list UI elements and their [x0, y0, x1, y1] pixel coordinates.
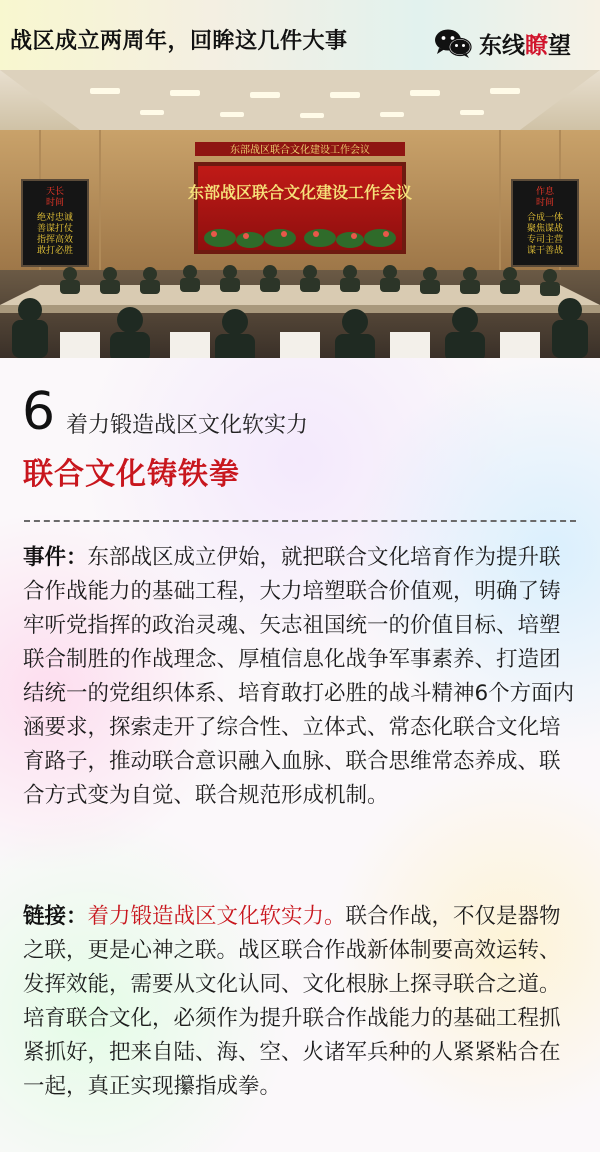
link-paragraph [23, 900, 579, 1104]
logo-text-part2: 瞭 [525, 31, 548, 59]
section-subtitle: 着力锻造战区文化软实力 [66, 413, 309, 438]
photo-screen-left-line1: 天长 [45, 187, 65, 197]
account-logo[interactable] [433, 26, 571, 60]
photo-screen-left-line5: 指挥高效 [36, 235, 74, 245]
photo-top-banner-text: 东部战区联合文化建设工作会议 [230, 145, 370, 156]
event-label: 事件： [23, 545, 88, 570]
header-bar [0, 0, 600, 70]
link-label: 链接： [23, 904, 88, 929]
link-text: 联合作战，不仅是器物之联，更是心神之联。战区联合作战新体制要高效运转、发挥效能，需要从文化认同、文化根脉上探寻联合之道。培育联合文化，必须作为提升联合作战能力的基础工程抓紧抓好，把来自陆、海、空、火诸军兵种的人紧紧粘合在一起，真正实现攥指成拳。 [23, 904, 561, 1099]
conference-photo [0, 70, 600, 358]
photo-screen-right-line5: 专司主营 [526, 235, 564, 245]
wechat-icon [433, 27, 473, 59]
link-highlight: 着力锻造战区文化软实力。 [87, 904, 346, 929]
event-text: 东部战区成立伊始，就把联合文化培育作为提升联合作战能力的基础工程，大力培塑联合价值观，明确了铸牢听党指挥的政治灵魂、矢志祖国统一的价值目标、培塑联合制胜的作战理念、厚植信息化战争军事素养、打造团结统一的党组织体系、培育敢打必胜的战斗精神6个方面内涵要求，探索走开了综合性、立体式、常态化联合文化培育路子，推动联合意识融入血脉、联合思维常态养成、联合方式变为自觉、联合规范形成机制。 [23, 545, 575, 808]
photo-screen-right-line4: 聚焦谋战 [526, 224, 564, 234]
conference-photo-illustration [0, 70, 600, 358]
section-title: 联合文化铸铁拳 [23, 457, 240, 492]
event-paragraph [23, 541, 579, 813]
photo-screen-left-line4: 善谋打仗 [36, 224, 74, 234]
page-title: 战区成立两周年，回眸这几件大事 [10, 29, 348, 54]
logo-text-part3: 望 [548, 32, 571, 59]
photo-screen-right-line1: 作息 [535, 187, 555, 197]
photo-screen-right-line2: 时间 [535, 198, 555, 208]
photo-screen-right-line3: 合成一体 [526, 213, 564, 223]
dashed-divider [24, 520, 576, 522]
section-number: 6 [22, 382, 56, 442]
photo-main-banner-text: 东部战区联合文化建设工作会议 [187, 183, 413, 202]
photo-screen-left-line2: 时间 [45, 198, 65, 208]
logo-text-part1: 东线 [479, 32, 525, 59]
photo-screen-right-line6: 谋干善战 [526, 246, 564, 256]
photo-screen-left-line3: 绝对忠诚 [36, 213, 74, 223]
photo-screen-left-line6: 敢打必胜 [36, 246, 74, 256]
